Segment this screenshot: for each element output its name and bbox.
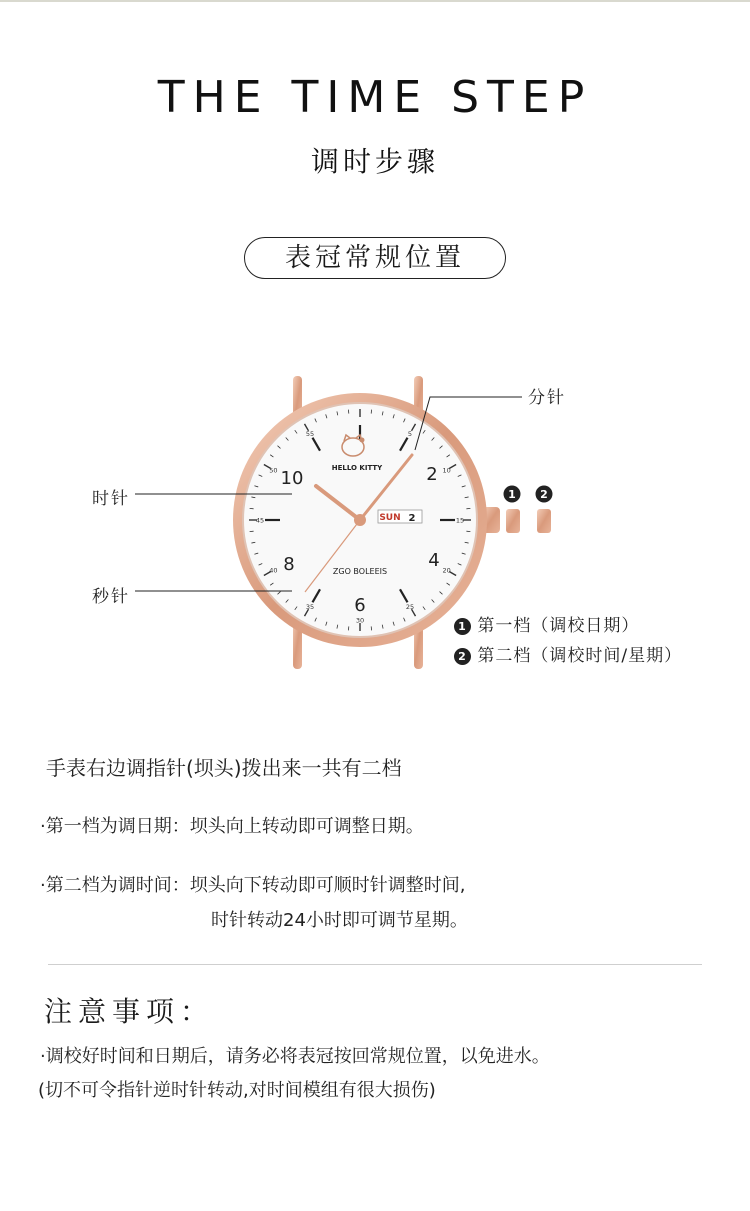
legend-item-2 [454,641,682,666]
legend-badge-1: 1 [454,618,471,635]
legend-text-2: 第二档（调校时间/星期） [477,646,683,666]
divider [48,964,702,965]
crown-position-2-icon [537,509,551,533]
minute-number: 30 [355,616,365,625]
section-badge: 表冠常规位置 [244,237,506,279]
instructions-intro: 手表右边调指针(坝头)拨出来一共有二档 [46,756,402,780]
numeral-10: 10 [280,468,304,489]
callout-hour-hand: 时针 [92,489,130,509]
callout-minute-hand: 分针 [528,388,566,408]
numeral-4: 4 [428,550,440,571]
page-title: THE TIME STEP [157,72,593,123]
crown-position-1-icon [506,509,520,533]
instructions-step2-line2: 时针转动24小时即可调节星期。 [211,910,468,931]
crown-badge-2: 2 [540,488,548,501]
legend-item-1 [454,611,639,636]
legend-text-1: 第一档（调校日期） [477,616,640,636]
numeral-2: 2 [426,464,438,485]
day-window: SUN [379,513,401,523]
date-window: 2 [408,513,416,524]
instructions-step2-line1: ·第二档为调时间：坝头向下转动即可顺时针调整时间, [40,875,466,896]
crown-badges [504,486,553,503]
model-text: ZGO BOLEEIS [332,567,388,576]
minute-number: 20 [442,566,451,575]
minute-number: 5 [407,429,413,438]
legend-badge-2: 2 [454,648,471,665]
minute-number: 55 [305,429,315,438]
instructions-step1: ·第一档为调日期：坝头向上转动即可调整日期。 [40,816,424,837]
notes-line2: (切不可令指针逆时针转动,对时间模组有很大损伤) [38,1080,436,1101]
notes-title: 注意事项： [44,995,215,1028]
brand-text: HELLO KITTY [331,464,383,472]
numeral-6: 6 [354,595,366,616]
callout-second-hand: 秒针 [92,587,130,607]
minute-number: 40 [269,566,278,575]
minute-number: 15 [455,516,465,525]
minute-number: 35 [305,603,315,612]
hand-pivot [354,514,366,526]
page-subtitle: 调时步骤 [310,145,439,178]
minute-number: 10 [442,466,451,475]
crown-badge-1: 1 [508,488,516,501]
notes-line1: ·调校好时间和日期后，请务必将表冠按回常规位置，以免进水。 [40,1046,550,1067]
minute-number: 45 [255,516,265,525]
minute-number: 25 [405,603,415,612]
numeral-8: 8 [283,554,295,575]
minute-number: 50 [269,466,278,475]
